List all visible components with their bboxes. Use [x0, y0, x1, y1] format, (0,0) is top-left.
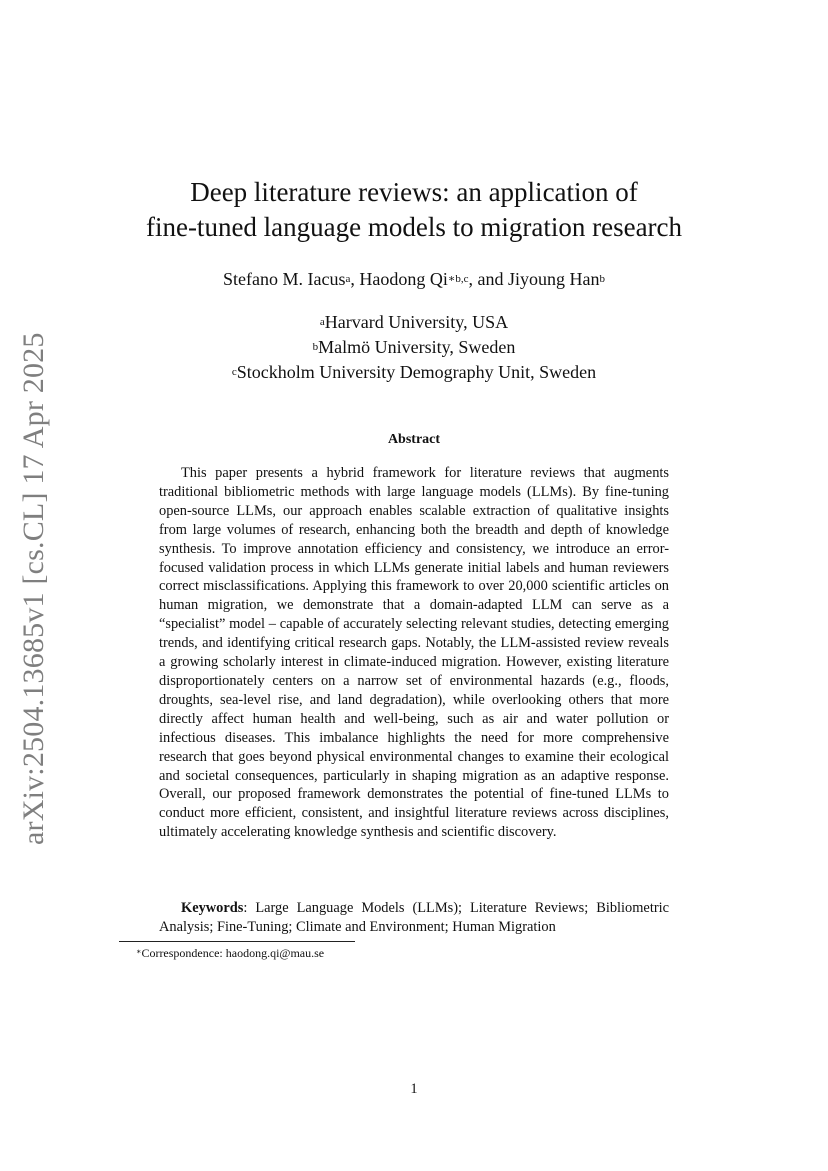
keywords-label: Keywords: [181, 900, 244, 916]
keywords-text: : Large Language Models (LLMs); Literature Reviews; Bibliometric Analysis; Fine-Tuning; Climate and Environment; Human Migration: [159, 900, 669, 935]
author-name: Jiyoung Han: [507, 269, 600, 289]
abstract-heading: Abstract: [387, 432, 441, 447]
affiliation-name: Malmö University, Sweden: [318, 337, 516, 357]
keywords-paragraph: [159, 899, 669, 937]
affiliation-name: Stockholm University Demography Unit, Sweden: [236, 362, 597, 382]
affiliation-item: [0, 310, 828, 335]
affiliation-mark: c: [231, 366, 237, 378]
footnote-text: Correspondence: haodong.qi@mau.se: [141, 946, 325, 960]
paper-title-line-2: fine-tuned language models to migration research: [145, 212, 683, 242]
author-affiliation-mark: ∗b,c: [447, 273, 469, 285]
affiliation-name: Harvard University, USA: [324, 312, 509, 332]
author-affiliation-mark: b: [599, 273, 605, 285]
paper-title: [0, 175, 828, 245]
affiliation-mark: b: [312, 341, 319, 353]
abstract-body: This paper presents a hybrid framework for literature reviews that augments traditional bibliometric methods with large language models (LLMs). By fine-tuning open-source LLMs, our approach enables scalable extraction of qualitative insights from large volumes of research, enhancing both the breadth and depth of knowledge synthesis. To improve annotation efficiency and consistency, we introduce an error-focused validation process in which LLMs generate initial labels and human reviewers correct misclassifications. Applying this framework to over 20,000 scientific articles on human migration, we demonstrate that a domain-adapted LLM can serve as a “specialist” model – capable of accurately selecting relevant studies, detecting emerging trends, and identifying critical research gaps. Notably, the LLM-assisted review reveals a growing scholarly interest in climate-induced migration. However, existing literature disproportionately centers on a narrow set of environmental hazards (e.g., floods, droughts, sea-level rise, and land degradation), while overlooking others that more directly affect human health and well-being, such as air and water pollution or infectious diseases. This imbalance highlights the need for more comprehensive research that goes beyond physical environmental changes to examine their ecological and societal consequences, particularly in shaping migration as an adaptive response. Overall, our proposed framework demonstrates the potential of fine-tuned LLMs to conduct more efficient, consistent, and insightful literature reviews across disciplines, ultimately accelerating knowledge synthesis and scientific discovery.: [159, 465, 669, 841]
footnote-divider: [119, 941, 355, 942]
affiliation-mark: a: [319, 316, 325, 328]
author-affiliation-mark: a: [345, 273, 351, 285]
paper-title-line-1: Deep literature reviews: an application of: [190, 177, 638, 207]
page-number: 1: [410, 1081, 418, 1097]
affiliation-item: [0, 360, 828, 385]
footnote-mark: ∗: [136, 947, 142, 956]
affiliation-item: [0, 335, 828, 360]
author-name: Stefano M. Iacus: [223, 269, 346, 289]
affiliation-list: [0, 310, 828, 385]
author-name: Haodong Qi: [359, 269, 448, 289]
arxiv-identifier-stamp: arXiv:2504.13685v1 [cs.CL] 17 Apr 2025: [17, 332, 50, 845]
author-separator: , and: [468, 269, 508, 289]
correspondence-footnote: [136, 946, 324, 961]
author-separator: ,: [350, 269, 360, 289]
author-list: [0, 268, 828, 290]
